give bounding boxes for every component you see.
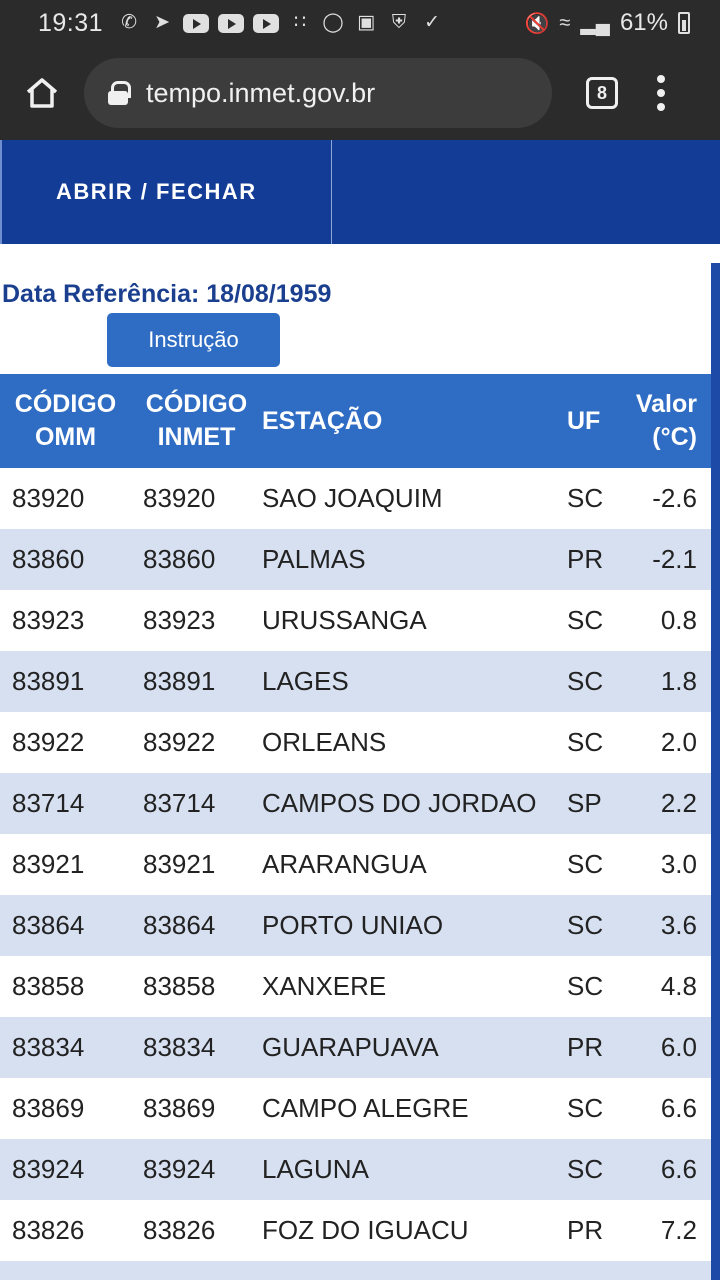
youtube-icon bbox=[218, 14, 244, 33]
table-row bbox=[0, 1200, 711, 1261]
table-row bbox=[0, 1017, 711, 1078]
cell-station: XANXERE bbox=[262, 971, 387, 1001]
home-icon bbox=[25, 77, 59, 109]
cell-station: CAMPOS DO JORDAO bbox=[262, 773, 567, 834]
youtube-icon bbox=[253, 14, 279, 33]
home-button[interactable] bbox=[0, 46, 84, 140]
cell-inmet: 83860 bbox=[131, 529, 262, 590]
header-text: Valor bbox=[635, 390, 697, 418]
cell-inmet: 83924 bbox=[131, 1139, 262, 1200]
menu-dot bbox=[657, 89, 665, 97]
table-row bbox=[0, 895, 711, 956]
menu-button[interactable] bbox=[656, 75, 666, 111]
column-header-uf[interactable]: UF bbox=[567, 374, 619, 468]
cell-inmet: 83922 bbox=[143, 727, 216, 757]
table-row bbox=[0, 1078, 711, 1139]
cell-station: CAMPO ALEGRE bbox=[262, 1093, 469, 1123]
cell-value: 2.2 bbox=[619, 773, 711, 834]
cell-value: 6.6 bbox=[619, 1139, 711, 1200]
cell-inmet: 83920 bbox=[143, 483, 216, 513]
whatsapp-icon: ✆ bbox=[121, 12, 138, 33]
cell-station: LAGUNA bbox=[262, 1139, 567, 1200]
cell-station bbox=[262, 1261, 567, 1280]
table-row bbox=[0, 468, 711, 529]
cell-value: 0.8 bbox=[660, 605, 697, 635]
cell-station: ARARANGUA bbox=[262, 849, 427, 879]
table-row bbox=[0, 773, 711, 834]
cell-omm: 83858 bbox=[12, 971, 85, 1001]
cell-omm: 83869 bbox=[12, 1093, 85, 1123]
cell-uf: PR bbox=[567, 1215, 604, 1245]
cell-omm: 83864 bbox=[0, 895, 131, 956]
cell-uf bbox=[567, 1261, 619, 1280]
cell-uf: SC bbox=[567, 651, 619, 712]
cell-inmet: 83923 bbox=[143, 605, 216, 635]
cell-station: FOZ DO IGUACU bbox=[262, 1215, 469, 1245]
cell-station: URUSSANGA bbox=[262, 605, 427, 635]
cell-uf: SC bbox=[567, 971, 604, 1001]
cell-uf: PR bbox=[567, 529, 619, 590]
cell-value: -2.6 bbox=[652, 483, 697, 513]
battery-percent: 61% bbox=[619, 9, 668, 36]
cell-inmet: 83858 bbox=[143, 971, 216, 1001]
battery-icon bbox=[678, 12, 690, 34]
header-text: INMET bbox=[157, 423, 236, 451]
tabs-button[interactable]: 8 bbox=[586, 77, 618, 109]
table-row bbox=[0, 651, 711, 712]
check-icon: ✓ bbox=[424, 12, 441, 33]
cell-inmet: 83921 bbox=[143, 849, 216, 879]
cell-omm: 83860 bbox=[0, 529, 131, 590]
menu-dot bbox=[657, 75, 665, 83]
cell-uf: SC bbox=[567, 895, 619, 956]
table-row bbox=[0, 529, 711, 590]
column-header-omm[interactable] bbox=[0, 374, 131, 468]
instruction-button[interactable]: Instrução bbox=[107, 313, 280, 367]
column-header-station[interactable]: ESTAÇÃO bbox=[262, 374, 567, 468]
table-row bbox=[0, 1139, 711, 1200]
cell-station: GUARAPUAVA bbox=[262, 1017, 567, 1078]
cell-inmet: 83891 bbox=[131, 651, 262, 712]
cell-inmet: 83869 bbox=[143, 1093, 216, 1123]
cell-inmet: 83864 bbox=[131, 895, 262, 956]
cell-omm: 83922 bbox=[12, 727, 85, 757]
table-row bbox=[0, 834, 711, 895]
gallery-icon: ▣ bbox=[357, 12, 376, 33]
cell-station: PORTO UNIAO bbox=[262, 895, 567, 956]
cell-value bbox=[619, 1261, 711, 1280]
cell-station: PALMAS bbox=[262, 529, 567, 590]
lock-icon bbox=[108, 81, 128, 105]
menu-dot bbox=[657, 103, 665, 111]
stations-table bbox=[0, 374, 711, 1280]
header-text: CÓDIGO bbox=[14, 390, 117, 418]
cell-omm: 83920 bbox=[12, 483, 85, 513]
browser-toolbar bbox=[0, 46, 720, 140]
cell-uf: PR bbox=[567, 1017, 619, 1078]
wifi-icon: ≈ bbox=[559, 11, 571, 34]
header-text: (°C) bbox=[652, 423, 697, 451]
instagram-icon: ◯ bbox=[322, 12, 344, 33]
header-text: CÓDIGO bbox=[145, 390, 248, 418]
table-header-row bbox=[0, 374, 711, 468]
cell-omm: 83834 bbox=[0, 1017, 131, 1078]
cell-inmet: 83826 bbox=[143, 1215, 216, 1245]
cell-value: 7.2 bbox=[660, 1215, 697, 1245]
url-bar[interactable] bbox=[84, 58, 552, 128]
cell-omm bbox=[0, 1261, 131, 1280]
cell-inmet bbox=[131, 1261, 262, 1280]
signal-icon: ▂▄ bbox=[580, 12, 610, 35]
cell-station: ORLEANS bbox=[262, 727, 387, 757]
cell-uf: SC bbox=[567, 727, 604, 757]
mute-icon: 🔇 bbox=[524, 12, 550, 35]
cell-value: -2.1 bbox=[619, 529, 711, 590]
cell-uf: SC bbox=[567, 483, 604, 513]
cell-station: LAGES bbox=[262, 651, 567, 712]
system-icons bbox=[525, 9, 691, 37]
telegram-icon: ➤ bbox=[154, 12, 171, 33]
status-bar bbox=[0, 0, 720, 46]
cell-value: 6.0 bbox=[619, 1017, 711, 1078]
cell-station: SAO JOAQUIM bbox=[262, 483, 443, 513]
table-row bbox=[0, 590, 711, 651]
cell-uf: SC bbox=[567, 1093, 604, 1123]
cell-uf: SP bbox=[567, 773, 619, 834]
cell-uf: SC bbox=[567, 849, 604, 879]
status-time: 19:31 bbox=[38, 8, 104, 37]
cell-omm: 83891 bbox=[0, 651, 131, 712]
site-header bbox=[0, 140, 720, 244]
cell-value: 2.0 bbox=[660, 727, 697, 757]
table-row bbox=[0, 956, 711, 1017]
dots-app-icon: ∷ bbox=[294, 12, 307, 33]
cell-inmet: 83834 bbox=[131, 1017, 262, 1078]
cell-uf: SC bbox=[567, 1139, 619, 1200]
reference-date: Data Referência: 18/08/1959 bbox=[2, 280, 332, 308]
notification-icons bbox=[117, 12, 444, 34]
toggle-menu-button[interactable]: ABRIR / FECHAR bbox=[0, 140, 332, 244]
cell-omm: 83714 bbox=[0, 773, 131, 834]
url-text: tempo.inmet.gov.br bbox=[146, 77, 376, 108]
cell-omm: 83921 bbox=[12, 849, 85, 879]
cell-omm: 83923 bbox=[12, 605, 85, 635]
header-text: OMM bbox=[34, 423, 97, 451]
shield-icon: ⛨ bbox=[391, 12, 407, 33]
column-header-inmet[interactable] bbox=[131, 374, 262, 468]
cell-uf: SC bbox=[567, 605, 604, 635]
cell-value: 3.6 bbox=[619, 895, 711, 956]
table-row bbox=[0, 712, 711, 773]
column-header-value[interactable] bbox=[619, 374, 711, 468]
cell-value: 6.6 bbox=[660, 1093, 697, 1123]
cell-value: 1.8 bbox=[619, 651, 711, 712]
cell-omm: 83924 bbox=[0, 1139, 131, 1200]
cell-omm: 83826 bbox=[12, 1215, 85, 1245]
cell-value: 4.8 bbox=[660, 971, 697, 1001]
scrollbar-track[interactable] bbox=[711, 263, 720, 1280]
table-row-partial bbox=[0, 1261, 711, 1280]
cell-inmet: 83714 bbox=[131, 773, 262, 834]
cell-value: 3.0 bbox=[660, 849, 697, 879]
youtube-icon bbox=[183, 14, 209, 33]
